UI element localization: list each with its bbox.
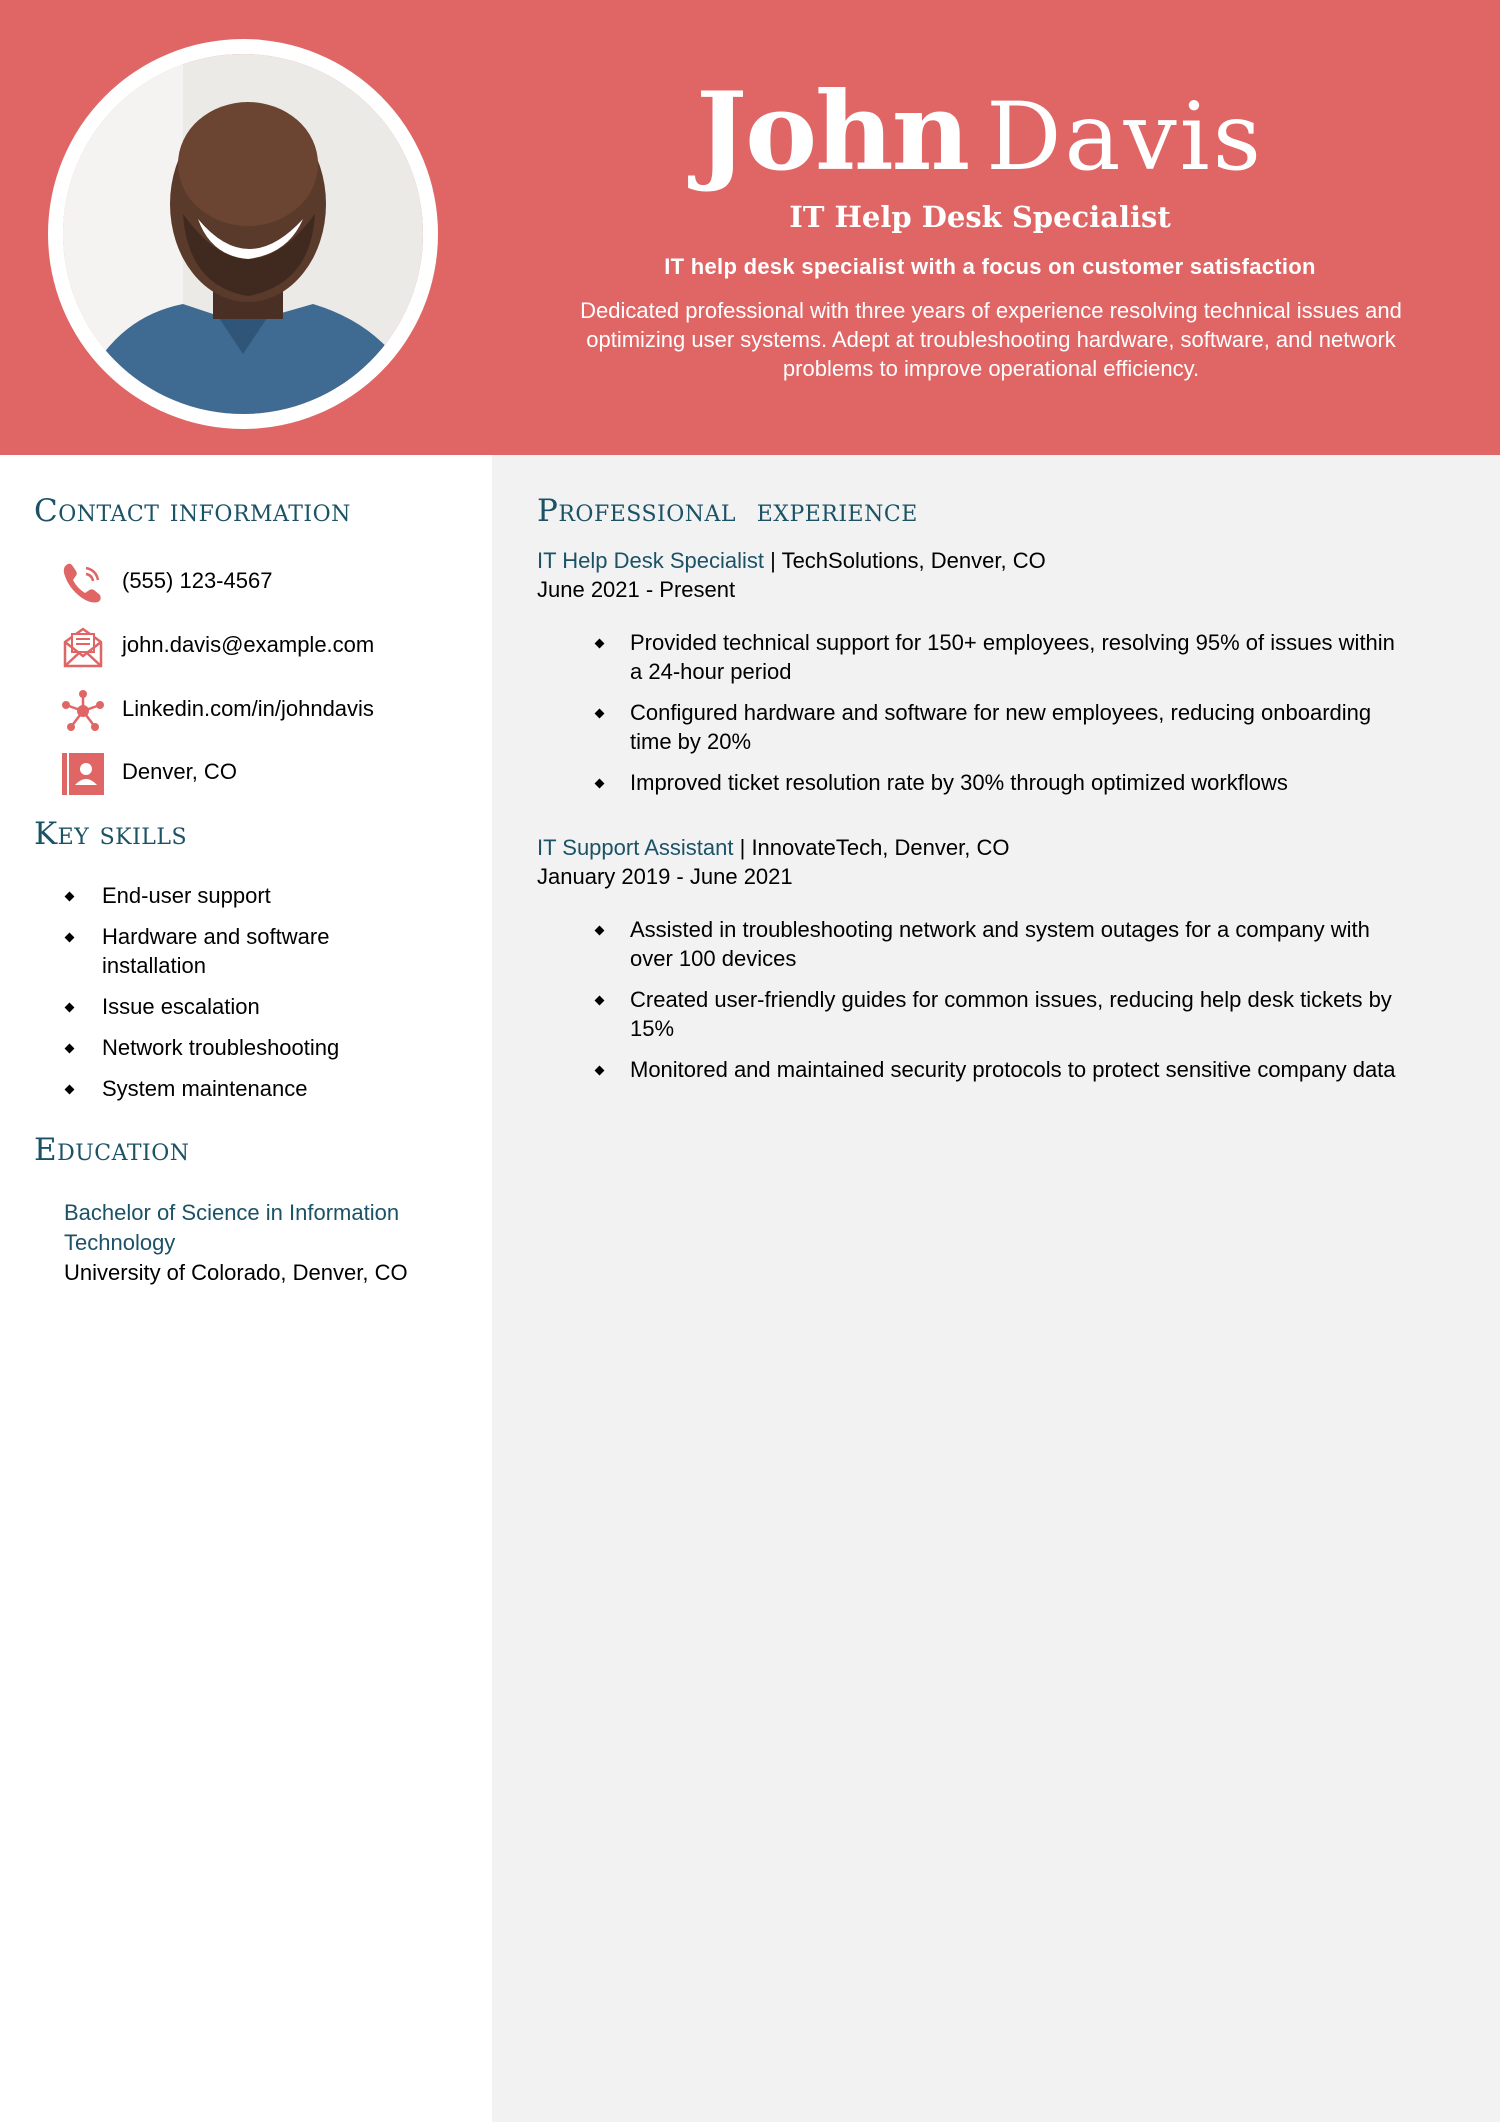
- contact-address-text: Denver, CO: [122, 759, 237, 784]
- bullet-diamond: [595, 779, 605, 789]
- bullet-diamond: [595, 639, 605, 649]
- bullet-diamond: [65, 933, 75, 943]
- candidate-name: [560, 69, 1400, 195]
- job-2-header: [537, 835, 1009, 861]
- first-name: John: [695, 69, 969, 195]
- phone-icon: [60, 560, 106, 606]
- skills-list: [62, 881, 402, 1115]
- education-degree: Bachelor of Science in Information Technology: [64, 1200, 400, 1255]
- education-heading: Education: [34, 1132, 190, 1168]
- skill-item: Issue escalation: [62, 992, 402, 1021]
- skill-item: Network troubleshooting: [62, 1033, 402, 1062]
- job-1-header: [537, 548, 1046, 574]
- contact-heading: Contact information: [34, 493, 351, 529]
- job-title: IT Help Desk Specialist: [789, 200, 1171, 234]
- bullet-diamond: [65, 1003, 75, 1013]
- bullet-diamond: [595, 996, 605, 1006]
- profile-photo: [63, 54, 423, 414]
- job-bullet: Configured hardware and software for new employees, reducing onboarding time by 20%: [592, 698, 1412, 756]
- job-bullet: Provided technical support for 150+ employees, resolving 95% of issues within a 24-hour period: [592, 628, 1412, 686]
- job-1-dates: June 2021 - Present: [537, 577, 736, 602]
- job-1-separator: |: [764, 548, 782, 573]
- job-1-title: IT Help Desk Specialist: [537, 548, 765, 573]
- bullet-diamond: [65, 1044, 75, 1054]
- email-icon: [60, 624, 106, 670]
- job-2-bullets: [592, 915, 1412, 1096]
- contact-address: [60, 751, 480, 797]
- job-2-title: IT Support Assistant: [537, 835, 734, 860]
- skill-item: System maintenance: [62, 1074, 402, 1103]
- contact-phone-text: (555) 123-4567: [122, 568, 273, 593]
- skill-item: Hardware and software installation: [62, 922, 402, 980]
- skill-item: End-user support: [62, 881, 402, 910]
- bullet-diamond: [65, 1085, 75, 1095]
- education-school: University of Colorado, Denver, CO: [64, 1260, 408, 1285]
- bullet-diamond: [595, 926, 605, 936]
- contact-email: [60, 624, 480, 670]
- job-bullet: Assisted in troubleshooting network and system outages for a company with over 100 devices: [592, 915, 1412, 973]
- contact-email-text: john.davis@example.com: [122, 632, 375, 657]
- last-name: Davis: [986, 83, 1264, 192]
- network-icon: [60, 688, 106, 734]
- contact-phone: [60, 560, 480, 606]
- bullet-diamond: [65, 892, 75, 902]
- job-2-company: InnovateTech, Denver, CO: [751, 835, 1010, 860]
- job-1-company: TechSolutions, Denver, CO: [781, 548, 1046, 573]
- job-bullet: Created user-friendly guides for common issues, reducing help desk tickets by 15%: [592, 985, 1412, 1043]
- profile-photo-frame: [48, 39, 438, 429]
- header-banner: [0, 0, 1500, 455]
- address-icon: [60, 751, 106, 797]
- bullet-diamond: [595, 709, 605, 719]
- job-bullet: Monitored and maintained security protocols to protect sensitive company data: [592, 1055, 1412, 1084]
- experience-heading: Professional experience: [537, 493, 918, 529]
- job-2-separator: |: [733, 835, 752, 860]
- tagline: IT help desk specialist with a focus on customer satisfaction: [664, 254, 1316, 279]
- bullet-diamond: [595, 1066, 605, 1076]
- contact-linkedin-text: Linkedin.com/in/johndavis: [122, 696, 374, 721]
- job-2-dates: January 2019 - June 2021: [537, 864, 793, 889]
- job-bullet: Improved ticket resolution rate by 30% through optimized workflows: [592, 768, 1412, 797]
- summary: Dedicated professional with three years of experience resolving technical issues and optimizing user systems. Adept at troubleshooting hardware, software, and network problems to improve operational efficiency.: [580, 298, 1402, 381]
- job-1-bullets: [592, 628, 1412, 809]
- skills-heading: Key skills: [34, 816, 188, 852]
- contact-linkedin: [60, 688, 480, 734]
